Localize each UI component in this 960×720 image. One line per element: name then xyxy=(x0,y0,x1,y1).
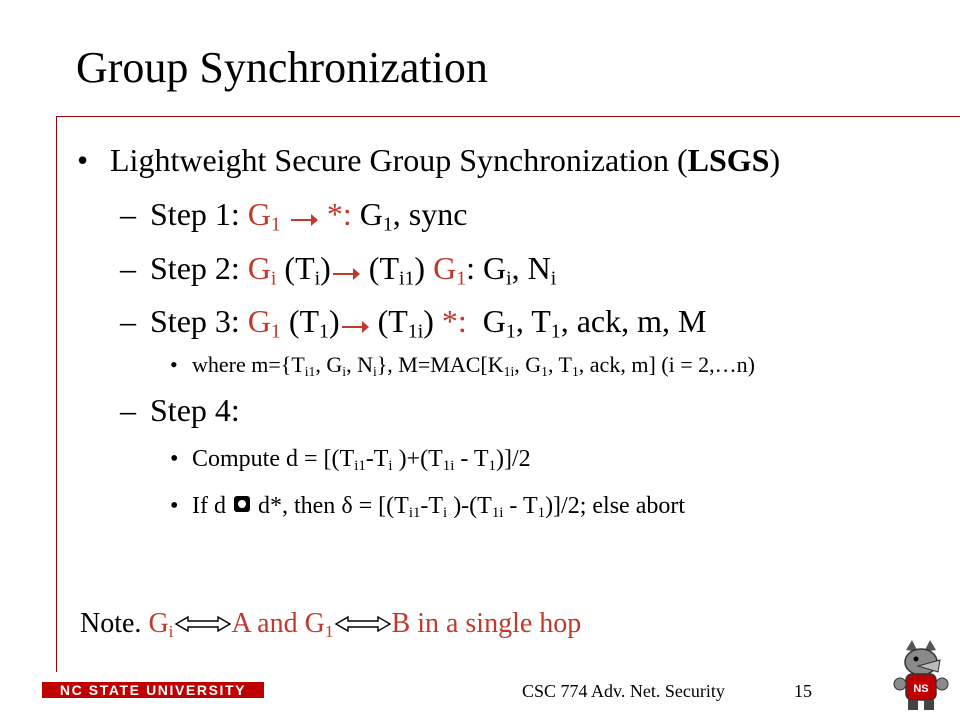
where-bullet: • where $m=\{T_{i1}$, $G_i$, $N_i$}, $M=MAC[K_{1i}$, $G_1$, $T_1$, ack, m] (i = 2,…n) xyxy=(170,352,755,379)
main-bullet-tail: ) xyxy=(769,142,781,178)
step-2-label: Step 2: xyxy=(150,250,248,286)
dash: – xyxy=(120,196,136,232)
step-4 xyxy=(120,388,240,432)
step-1-g1: $G_1$ xyxy=(247,196,281,236)
step-3-g1: $G_1$ xyxy=(247,303,281,343)
step-1: – Step 1: $G_1$ *: $G_1$, sync xyxy=(120,192,467,240)
bullet-dot: • xyxy=(170,446,179,472)
note-line: Note. $G_i$ A and $G_1$ B in a single hop xyxy=(80,604,581,646)
main-bullet-text: Lightweight Secure Group Synchronization ( xyxy=(110,142,688,178)
compute-bullet: • Compute $d = [(T_{i1}-T_i$ )$+(T_{1i} - T_1)]/2$ xyxy=(170,442,531,476)
bullet-dot: • xyxy=(77,142,89,178)
step-1-label: Step 1: xyxy=(150,196,248,232)
main-bullet-bold: LSGS xyxy=(687,142,770,178)
university-logo: NC STATE UNIVERSITY xyxy=(42,682,264,698)
step-1-star: *: xyxy=(326,196,352,232)
bullet-dot: • xyxy=(170,493,179,519)
if-text: If d xyxy=(192,493,226,519)
dash: – xyxy=(120,303,136,339)
page-number: 15 xyxy=(794,681,812,701)
wolf-mascot-icon xyxy=(888,640,952,717)
right-arrow-icon xyxy=(331,250,361,294)
frame-left-rule xyxy=(56,116,57,672)
if-bullet: • If d d*, then $\delta = [(T_{i1}-T_i$ )$-(T_{1i} - T_1)]/2$; else abort xyxy=(170,489,685,524)
step-2-g1: $G_1$ xyxy=(433,250,467,290)
step-2: – Step 2: $G_i$ $(T_i)$ $(T_{i1})$ $G_1$: $G_i$, $N_i$ xyxy=(120,246,556,294)
compute-text: Compute d = [(T xyxy=(192,446,355,472)
bullet-dot: • xyxy=(170,352,178,377)
step-4-label: Step 4: xyxy=(150,392,240,428)
wingding-bullet-icon xyxy=(232,490,252,524)
right-arrow-icon xyxy=(289,196,319,240)
slide-title: Group Synchronization xyxy=(76,43,488,92)
frame-top-rule xyxy=(56,116,960,117)
note-prefix: Note. xyxy=(80,608,142,639)
if-eq-text: = [(T xyxy=(358,493,409,519)
else-abort-text: ; else abort xyxy=(579,493,686,519)
if-mid-text: d*, then xyxy=(257,493,336,519)
svg-text:NS: NS xyxy=(913,683,929,695)
dash: – xyxy=(120,250,136,286)
step-3-star: *: xyxy=(441,303,467,339)
note-gi: $G_i$ xyxy=(148,608,174,641)
double-headed-arrow-icon xyxy=(334,606,392,646)
main-bullet xyxy=(110,138,780,182)
step-3: – Step 3: $G_1$ $(T_1)$ $(T_{1i})$ *: $G_1$, $T_1$, ack, m, M xyxy=(120,299,706,347)
right-arrow-icon xyxy=(340,303,370,347)
step-3-label: Step 3: xyxy=(150,303,248,339)
note-b-text: B in a single hop xyxy=(391,608,582,639)
course-name: CSC 774 Adv. Net. Security xyxy=(522,681,725,701)
step-2-gi: $G_i$ xyxy=(247,250,277,290)
note-a-text: A and G xyxy=(231,608,325,639)
dash: – xyxy=(120,392,136,428)
double-headed-arrow-icon xyxy=(174,606,232,646)
where-text: where m={T xyxy=(192,352,305,377)
